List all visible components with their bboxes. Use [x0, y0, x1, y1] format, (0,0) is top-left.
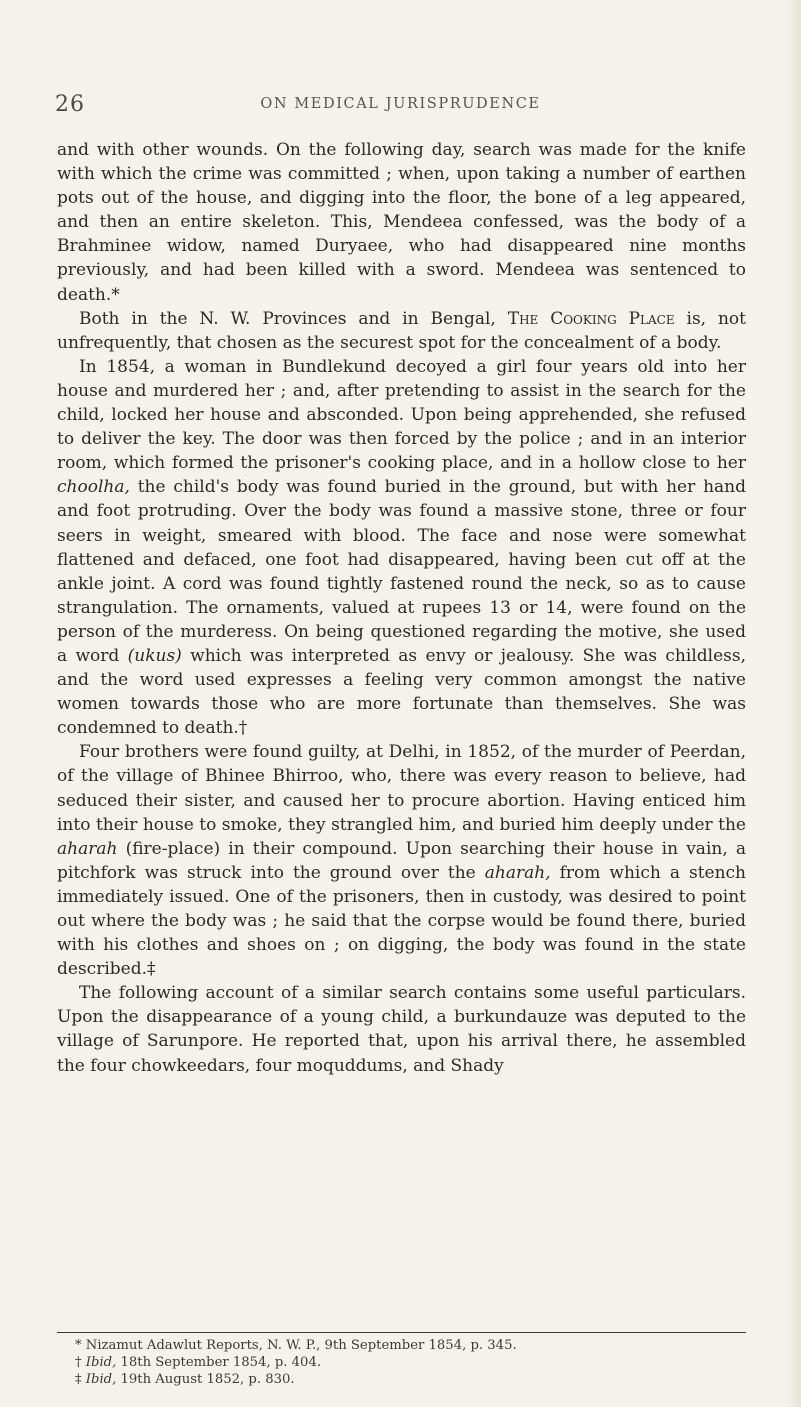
- footnote-mark: ‡: [75, 1372, 82, 1387]
- paragraph-cooking-place: [57, 307, 746, 355]
- footnote-mark: *: [75, 1338, 82, 1353]
- paragraph-text: which was interpreted as envy or jealousy. She was childless, and the word used expresses a feeling very common amongst the native women towards those who are more fortunate than themselves. She was condemned to death.†: [57, 645, 746, 739]
- paragraph-bundlekund-case: [57, 355, 746, 741]
- page-header: [0, 92, 801, 122]
- paragraph-text: is, not unfrequently, that chosen as the securest spot for the concealment of a body.: [57, 308, 746, 353]
- page-number: 26: [55, 92, 85, 117]
- section-heading-cooking-place: The Cooking Place: [507, 308, 675, 329]
- paragraph-text: the child's body was found buried in the ground, but with her hand and foot protruding. Over the body was found a massive stone, three or four seers in weight, smeared with blood. The face and nose were somewhat flattened and defaced, one foot had disappeared, having been cut off at the ankle joint. A cord was found tightly fastened round the neck, so as to cause strangulation. The ornaments, valued at rupees 13 or 14, were found on the person of the murderess. On being questioned regarding the motive, she used a word: [57, 477, 746, 666]
- running-head: ON MEDICAL JURISPRUDENCE: [260, 96, 541, 112]
- paragraph-text: The following account of a similar search contains some useful particulars. Upon the disappearance of a young child, a burkundauze was deputed to the village of Sarunpore. He reported that, upon his arrival there, he assembled the four chowkeedars, four moquddums, and Shady: [57, 983, 746, 1076]
- paragraph-text: (fire-place) in their compound. Upon searching their house in vain, a pitchfork was struck into the ground over the: [57, 838, 746, 883]
- paragraph-delhi-case: [57, 740, 746, 981]
- footnote-ibid: Ibid,: [85, 1355, 117, 1370]
- page-edge-shadow: [787, 0, 801, 1407]
- footnotes: [75, 1337, 745, 1388]
- paragraph-mendeea-case: [57, 138, 746, 307]
- italic-term-aharah: aharah,: [484, 862, 551, 883]
- footnote-text: 18th September 1854, p. 404.: [116, 1355, 322, 1370]
- footnote-ibid: Ibid,: [85, 1372, 117, 1387]
- footnote-2: [75, 1354, 745, 1371]
- footnote-text: 19th August 1852, p. 830.: [116, 1372, 295, 1387]
- paragraph-text: and with other wounds. On the following day, search was made for the knife with which the crime was committed ; when, upon taking a number of earthen pots out of the house, and digging into the floor, the bone of a leg appeared, and then an entire skeleton. This, Mendeea confessed, was the body of a Brahminee widow, named Duryaee, who had disappeared nine months previously, and had been killed with a sword. Mendeea was sentenced to death.*: [57, 140, 746, 305]
- paragraph-text: Both in the N. W. Provinces and in Bengal,: [79, 308, 508, 329]
- footnote-1: [75, 1337, 745, 1354]
- italic-term-choolha: choolha,: [57, 477, 130, 498]
- footnote-mark: †: [75, 1355, 82, 1370]
- italic-term-aharah: aharah: [57, 838, 118, 859]
- paragraph-text: Four brothers were found guilty, at Delhi, in 1852, of the murder of Peerdan, of the village of Bhinee Bhirroo, who, there was every reason to believe, had seduced their sister, and caused her to procure abortion. Having enticed him into their house to smoke, they strangled him, and buried him deeply under the: [57, 742, 746, 835]
- italic-term-ukus: (ukus): [127, 645, 182, 666]
- footnote-divider: [57, 1332, 746, 1333]
- paragraph-sarunpore-case: [57, 981, 746, 1077]
- paragraph-text: In 1854, a woman in Bundlekund decoyed a girl four years old into her house and murdered her ; and, after pretending to assist in the search for the child, locked her house and absconded. Upon being apprehended, she refused to deliver the key. The door was then forced by the police ; and in an interior room, which formed the prisoner's cooking place, and in a hollow close to her: [57, 356, 746, 474]
- paragraph-text: from which a stench immediately issued. One of the prisoners, then in custody, was desired to point out where the body was ; he said that the corpse would be found there, buried with his clothes and shoes on ; on digging, the body was found in the state described.‡: [57, 862, 747, 980]
- body-text: [57, 138, 746, 1078]
- footnote-3: [75, 1371, 745, 1388]
- footnote-text: Nizamut Adawlut Reports, N. W. P., 9th September 1854, p. 345.: [81, 1338, 517, 1353]
